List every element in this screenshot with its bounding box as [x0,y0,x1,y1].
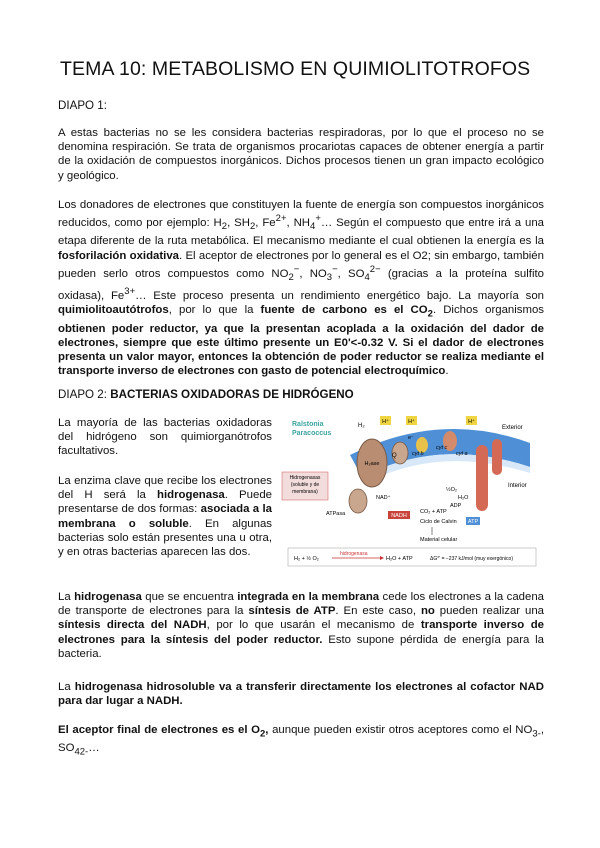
svg-text:Interior: Interior [508,483,527,489]
svg-text:H₂ase: H₂ase [364,461,380,467]
membrane-hydrogenase-paragraph: La hidrogenasa que se encuentra integrada en la membrana cede los electrones a la cadena de transporte de electrones para la síntesis de ATP. En este caso, no pueden realizar una síntesis directa del NADH, por lo que usarán el mecanismo de transporte inverso de electrones para la síntesis del poder reductor. Esto supone pérdida de energía para la bacteria. [58,591,545,660]
svg-text:hidrogenasa: hidrogenasa [340,551,368,557]
atpase-stalk-shape [492,439,502,475]
svg-text:(soluble y de: (soluble y de [290,482,320,488]
svg-text:NADH: NADH [391,513,407,519]
svg-text:H⁺: H⁺ [382,419,389,425]
svg-text:½O₂: ½O₂ [446,487,457,493]
svg-text:H₂O: H₂O [458,495,469,501]
svg-text:Hidrogenasas: Hidrogenasas [289,475,321,481]
svg-text:ATP: ATP [467,519,479,525]
svg-text:Material celular: Material celular [420,537,458,543]
final-acceptor-paragraph: El aceptor final de electrones es el $O_2$, aunque pueden existir otros aceptores como el $NO_{3-}$, $SO_{42-}\dots$ [58,724,545,758]
svg-text:NAD⁺: NAD⁺ [376,495,391,501]
svg-text:H⁺: H⁺ [408,419,415,425]
svg-text:ATPasa: ATPasa [326,511,346,517]
column-paragraph-1: La mayoría de las bacterias oxidadoras del hidrógeno son quimiorganótrofos facultativos. [58,417,272,458]
soluble-hydrogenase-shape [349,489,367,513]
svg-text:H₂O + ATP: H₂O + ATP [386,556,413,562]
svg-text:H₂: H₂ [358,423,365,429]
svg-text:ADP: ADP [450,503,462,509]
svg-text:CO₂ + ATP: CO₂ + ATP [420,509,447,515]
column-paragraph-2: La enzima clave que recibe los electrones del H será la hidrogenasa. Puede presentarse de dos formas: asociada a la membrana o soluble. En algunas bacterias solo están presentes una u otra, y en otras bacterias aparecen las dos. [58,475,272,559]
soluble-hydrogenase-paragraph: La hidrogenasa hidrosoluble va a transferir directamente los electrones al cofactor NAD para dar lugar a NADH. [58,681,544,708]
svg-text:H₂ + ½ O₂: H₂ + ½ O₂ [294,556,319,562]
donors-paragraph: Los donadores de electrones que constituyen la fuente de energía son compuestos inorgánicos reducidos, como por ejemplo: $H_2$, $SH_2$, $Fe^{2+}$, $NH_4^+\dots$ Según el compuesto que entre irá a una etapa diferente de la ruta metabólica. El mecanismo mediante el cual obtienen la energía es la fosforilación oxidativa. El aceptor de electrones por lo general es el O2; sin embargo, también pueden serlo otros compuestos como $NO_2^-$, $NO_3^-$, $SO_4^{2-}$ (gracias a la proteína sulfito oxidasa), $Fe^{3+}\dots$ Este proceso presenta un rendimiento energético bajo. La mayoría son quimiolitoautótrofos, por lo que la fuente de carbono es el $CO_2$. Dichos organismos obtienen poder reductor, ya que la presentan acoplada a la oxidación del dador de electrones, siempre que este último presente un E0'<-0.32 V. Si el dador de electrones presenta un valor mayor, entonces la obtención de poder reductor se realiza mediante el transporte inverso de electrones con gasto de potencial electroquímico. [58,199,545,378]
svg-text:Exterior: Exterior [502,425,523,431]
page-title: TEMA 10: METABOLISMO EN QUIMIOLITOTROFOS [60,58,531,80]
svg-text:ΔG°' = −237 kJ/mol (muy exergó: ΔG°' = −237 kJ/mol (muy exergónico) [430,556,513,562]
svg-text:cyt a: cyt a [456,451,468,457]
svg-text:Q: Q [392,453,397,459]
hydrogen-oxidation-figure [280,415,544,573]
intro-paragraph: A estas bacterias no se les considera bacterias respiradoras, por lo que el proceso no se denomina respiración. Se trata de organismos procariotas capaces de obtener energía a partir de la oxidación de compuestos inorgánicos. Dichos procesos tienen un gran impacto ecológico y geológico. [58,127,544,182]
svg-text:cyt b: cyt b [412,451,424,457]
organism-label-1: Ralstonia [292,421,324,428]
atp-synthase-shape [476,445,488,511]
svg-text:cyt c: cyt c [436,445,448,451]
svg-text:H⁺: H⁺ [468,419,475,425]
svg-text:Ciclo de Calvin: Ciclo de Calvin [420,519,457,525]
diapo-1-label: DIAPO 1: [58,99,107,112]
svg-text:e⁻: e⁻ [408,435,414,441]
organism-label-2: Paracoccus [292,430,332,437]
svg-text:membrana): membrana) [292,489,318,495]
diapo-2-heading: DIAPO 2: BACTERIAS OXIDADORAS DE HIDRÓGENO [58,388,354,401]
